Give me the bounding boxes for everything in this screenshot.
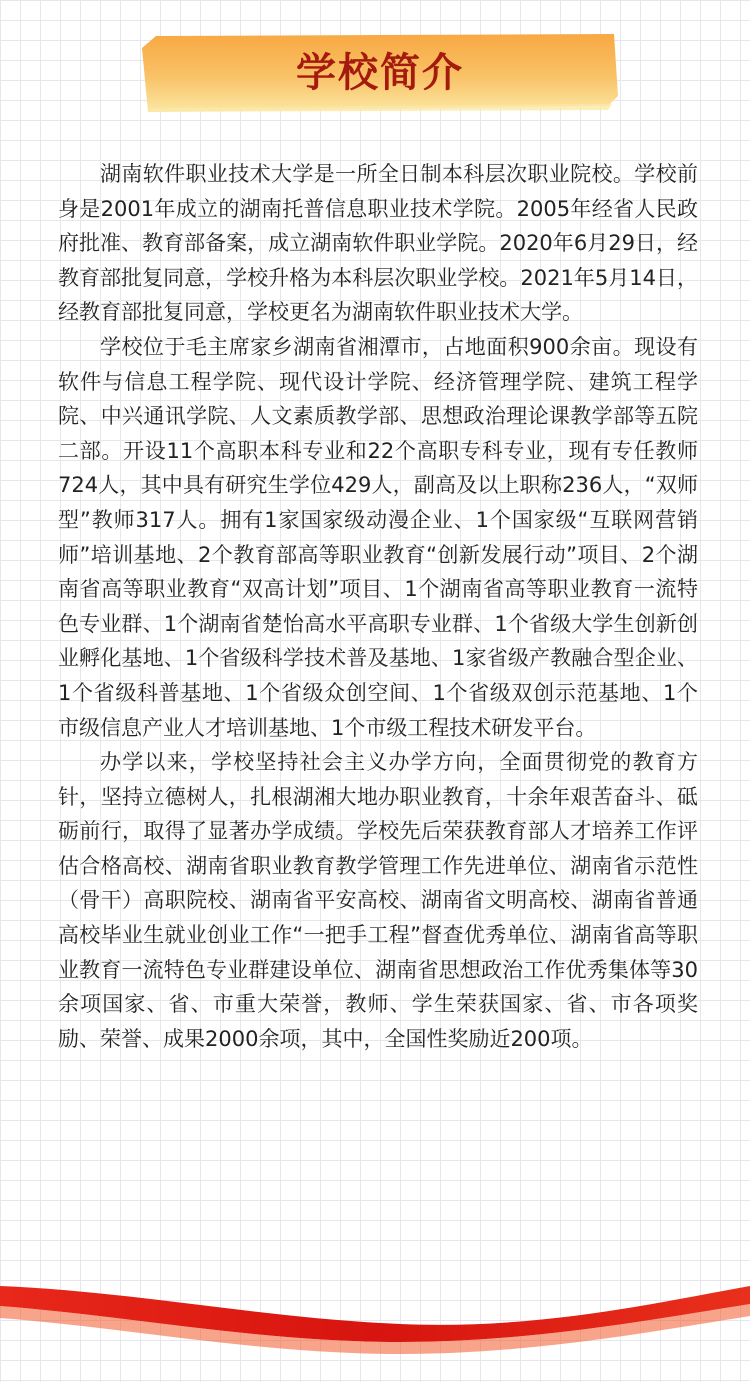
- intro-paragraph-history: 湖南软件职业技术大学是一所全日制本科层次职业院校。学校前身是2001年成立的湖南托普信息职业技术学院。2005年经省人民政府批准、教育部备案，成立湖南软件职业学院。2020年6月29日，经教育部批复同意，学校升格为本科层次职业学校。2021年5月14日，经教育部批复同意，学校更名为湖南软件职业技术大学。: [58, 162, 698, 325]
- intro-paragraph-facilities: 学校位于毛主席家乡湖南省湘潭市，占地面积900余亩。现设有软件与信息工程学院、现代设计学院、经济管理学院、建筑工程学院、中兴通讯学院、人文素质教学部、思想政治理论课教学部等五院二部。开设11个高职本科专业和22个高职专科专业，现有专任教师724人，其中具有研究生学位429人，副高及以上职称236人，“双师型”教师317人。拥有1家国家级动漫企业、1个国家级“互联网营销师”培训基地、2个教育部高等职业教育“创新发展行动”项目、2个湖南省高等职业教育“双高计划”项目、1个湖南省高等职业教育一流特色专业群、1个湖南省楚怡高水平高职专业群、1个省级大学生创新创业孵化基地、1个省级科学技术普及基地、1家省级产教融合型企业、1个省级科普基地、1个省级众创空间、1个省级双创示范基地、1个市级信息产业人才培训基地、1个市级工程技术研发平台。: [58, 334, 698, 740]
- intro-content: [58, 157, 698, 1056]
- intro-paragraph-achievements: 办学以来，学校坚持社会主义办学方向，全面贯彻党的教育方针，坚持立德树人，扎根湖湘大地办职业教育，十余年艰苦奋斗、砥砺前行，取得了显著办学成绩。学校先后荣获教育部人才培养工作评估合格高校、湖南省职业教育教学管理工作先进单位、湖南省示范性（骨干）高职院校、湖南省平安高校、湖南省文明高校、湖南省普通高校毕业生就业创业工作“一把手工程”督查优秀单位、湖南省高等职业教育一流特色专业群建设单位、湖南省思想政治工作优秀集体等30余项国家、省、市重大荣誉，教师、学生荣获国家、省、市各项奖励、荣誉、成果2000余项，其中，全国性奖励近200项。: [58, 750, 698, 1051]
- page-title: 学校简介: [296, 50, 464, 96]
- footer-wave-decoration: [0, 1258, 750, 1382]
- title-banner: [142, 34, 618, 112]
